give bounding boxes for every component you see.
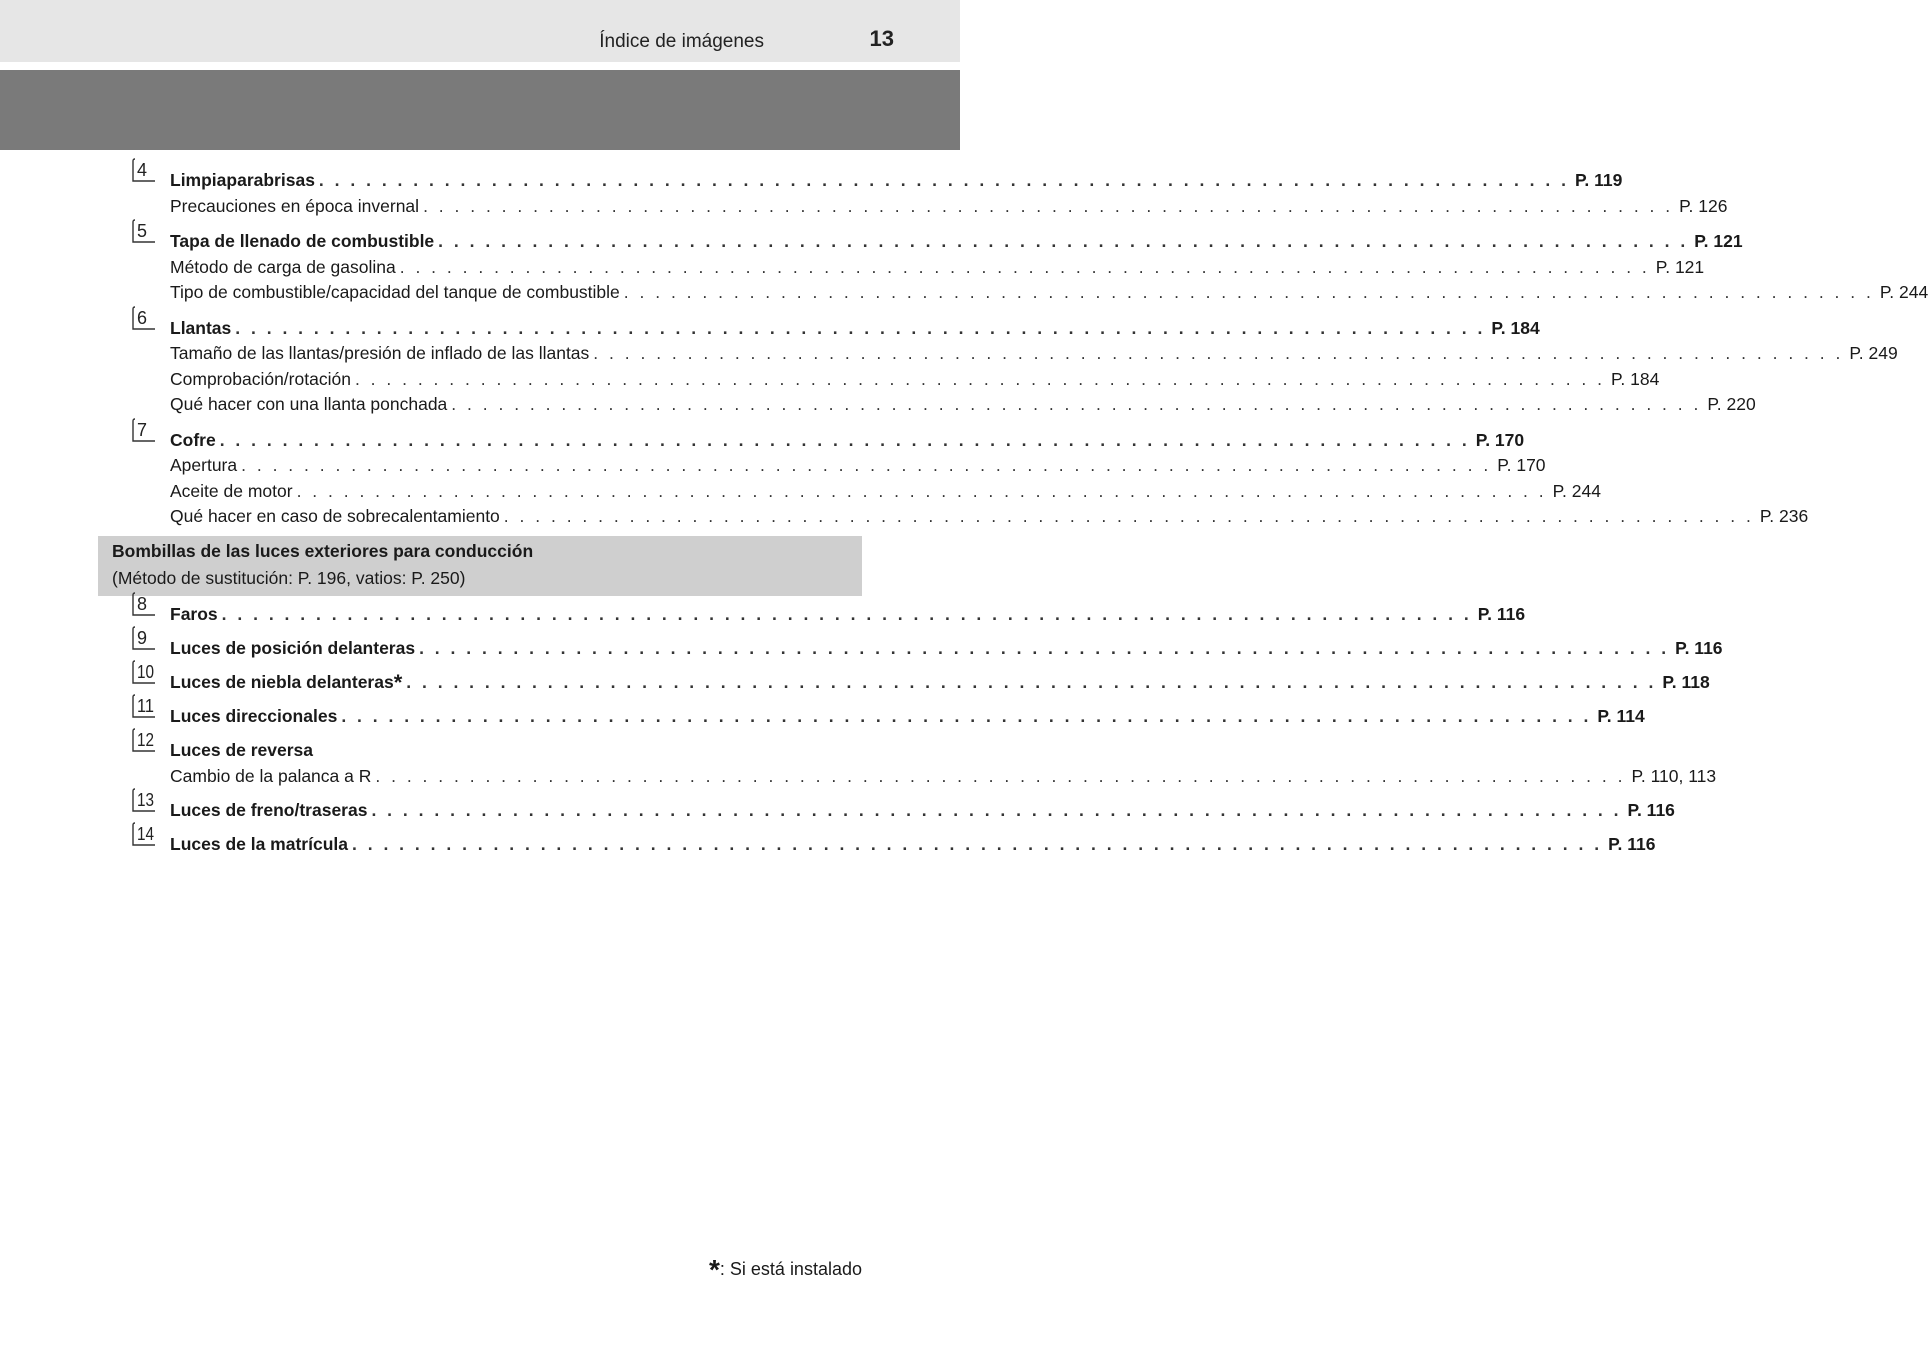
- index-subentry: [170, 282, 1928, 307]
- callout-number-6: [132, 306, 156, 330]
- svg-text:13: 13: [137, 789, 154, 810]
- dot-leader: . . . . . . . . . . . . . . . . . . . . . . . . . . . . . . . . . . . . . . . . . . . . . . . . . . . . . . . . . . . . . . . . . . . . . . . . . . . . . . . .: [219, 429, 1470, 450]
- entry-label: Faros: [170, 604, 218, 624]
- dot-leader: . . . . . . . . . . . . . . . . . . . . . . . . . . . . . . . . . . . . . . . . . . . . . . . . . . . . . . . . . . . . . . . . . . . . . . . . . . . . . . . .: [438, 231, 1689, 251]
- entry-label: Método de carga de gasolina: [170, 256, 396, 277]
- dot-leader: . . . . . . . . . . . . . . . . . . . . . . . . . . . . . . . . . . . . . . . . . . . . . . . . . . . . . . . . . . . . . . . . . . . . . . . . . . . . . . . .: [221, 604, 1472, 624]
- entry-label: Qué hacer con una llanta ponchada: [170, 394, 448, 414]
- index-heading: [170, 638, 1723, 663]
- page-reference: P. 249: [1849, 343, 1898, 363]
- index-heading: [170, 740, 824, 765]
- index-heading: [170, 799, 1675, 825]
- entry-label: Precauciones en época invernal: [170, 195, 420, 216]
- index-heading: [170, 833, 1656, 859]
- page-reference: P. 170: [1475, 429, 1525, 450]
- svg-text:4: 4: [137, 160, 147, 180]
- dot-leader: . . . . . . . . . . . . . . . . . . . . . . . . . . . . . . . . . . . . . . . . . . . . . . . . . . . . . . . . . . . . . . . . . . . . . . . . . . . . . . . .: [593, 343, 1844, 363]
- dot-leader: . . . . . . . . . . . . . . . . . . . . . . . . . . . . . . . . . . . . . . . . . . . . . . . . . . . . . . . . . . . . . . . . . . . . . . . . . . . . . . . .: [354, 368, 1606, 389]
- dot-leader: . . . . . . . . . . . . . . . . . . . . . . . . . . . . . . . . . . . . . . . . . . . . . . . . . . . . . . . . . . . . . . . . . . . . . . . . . . . . . . . .: [375, 765, 1626, 786]
- page-reference: P. 184: [1611, 368, 1660, 389]
- dot-leader: . . . . . . . . . . . . . . . . . . . . . . . . . . . . . . . . . . . . . . . . . . . . . . . . . . . . . . . . . . . . . . . . . . . . . . . . . . . . . . . .: [241, 455, 1492, 475]
- index-subentry: [170, 368, 1660, 394]
- entry-label: Qué hacer en caso de sobrecalentamiento: [170, 506, 500, 526]
- dot-leader: . . . . . . . . . . . . . . . . . . . . . . . . . . . . . . . . . . . . . . . . . . . . . . . . . . . . . . . . . . . . . . . . . . . . . . . . . . . . . . . .: [341, 706, 1592, 726]
- page-reference: P. 121: [1655, 256, 1705, 277]
- entry-label: Luces direccionales: [170, 706, 338, 726]
- entry-label: Tipo de combustible/capacidad del tanque de combustible: [170, 282, 620, 302]
- dot-leader: . . . . . . . . . . . . . . . . . . . . . . . . . . . . . . . . . . . . . . . . . . . . . . . . . . . . . . . . . . . . . . . . . . . . . . . . . . . . . . . .: [503, 506, 1754, 526]
- index-heading: [170, 706, 1645, 731]
- page-header: [0, 0, 960, 62]
- page-reference: P. 220: [1707, 394, 1756, 414]
- page-reference: P. 116: [1477, 604, 1526, 624]
- entry-label: Llantas: [170, 317, 232, 338]
- bulbs-section-title: Bombillas de las luces exteriores para conducción: [112, 541, 534, 561]
- entry-label: Luces de freno/traseras: [170, 799, 368, 820]
- callout-number-10: [132, 660, 156, 684]
- page-title: Índice de imágenes: [599, 31, 764, 52]
- callout-number-11: [132, 694, 156, 718]
- page-reference: P. 126: [1679, 195, 1728, 216]
- index-subentry: [170, 455, 1546, 480]
- index-heading: [170, 604, 1526, 629]
- page-reference: P. 110, 113: [1631, 765, 1717, 786]
- page-reference: P. 236: [1759, 506, 1809, 526]
- page-reference: P. 114: [1597, 706, 1645, 726]
- callout-number-14: [132, 822, 156, 846]
- page-reference: P. 116: [1675, 638, 1723, 658]
- index-heading: Luces de niebla delanteras * . . . . . . . . . . . . . . . . . . . . . . . . . . . . . . . . . . . . . . . . . . . . . . . . . . . . . . . . . . . . . . . . . . . . . . . . . . . . . . . . P. 118: [170, 670, 1710, 695]
- callout-number-4: [132, 158, 156, 182]
- index-heading: [170, 317, 1540, 343]
- page-reference: P. 118: [1662, 672, 1710, 692]
- svg-text:14: 14: [137, 823, 154, 844]
- page-reference: P. 116: [1627, 799, 1675, 820]
- footnote-text: : Si está instalado: [719, 1259, 862, 1279]
- page-reference: P. 170: [1497, 455, 1546, 475]
- svg-text:10: 10: [137, 662, 154, 682]
- index-subentry: [170, 765, 1717, 791]
- dot-leader: . . . . . . . . . . . . . . . . . . . . . . . . . . . . . . . . . . . . . . . . . . . . . . . . . . . . . . . . . . . . . . . . . . . . . . . . . . . . . . . .: [318, 170, 1569, 190]
- footnote-star: *: [709, 1254, 720, 1285]
- entry-label: Luces de reversa: [170, 740, 314, 760]
- page-reference: P. 119: [1575, 170, 1623, 190]
- index-heading: [170, 231, 1743, 256]
- entry-label: Luces de la matrícula: [170, 833, 348, 854]
- dot-leader: . . . . . . . . . . . . . . . . . . . . . . . . . . . . . . . . . . . . . . . . . . . . . . . . . . . . . . . . . . . . . . . . . . . . . . . . . . . . . . . .: [235, 317, 1486, 338]
- callout-number-7: [132, 418, 156, 442]
- dot-leader: . . . . . . . . . . . . . . . . . . . . . . . . . . . . . . . . . . . . . . . . . . . . . . . . . . . . . . . . . . . . . . . . . . . . . . . . . . . . . . . .: [399, 256, 1650, 277]
- page-reference: P. 244: [1879, 282, 1928, 302]
- entry-label: Limpiaparabrisas: [170, 170, 315, 190]
- page-reference: P. 116: [1608, 833, 1656, 854]
- page-reference: P. 184: [1491, 317, 1540, 338]
- bulbs-section-subtitle: (Método de sustitución: P. 196, vatios: P. 250): [112, 568, 466, 588]
- callout-number-13: [132, 788, 156, 812]
- index-subentry: [170, 480, 1601, 506]
- page-number: 13: [869, 26, 894, 51]
- index-heading: [170, 170, 1623, 195]
- entry-label: Cofre: [170, 429, 216, 450]
- entry-label: Apertura: [170, 455, 238, 475]
- footnote: [709, 1250, 862, 1285]
- dot-leader: . . . . . . . . . . . . . . . . . . . . . . . . . . . . . . . . . . . . . . . . . . . . . . . . . . . . . . . . . . . . . . . . . . . . . . . . . . . . . . . .: [406, 672, 1657, 692]
- svg-text:7: 7: [137, 419, 147, 440]
- page-reference: P. 244: [1552, 480, 1601, 501]
- svg-text:6: 6: [137, 307, 147, 328]
- index-subentry: [170, 394, 1756, 419]
- index-subentry: [170, 256, 1705, 282]
- dot-leader: . . . . . . . . . . . . . . . . . . . . . . . . . . . . . . . . . . . . . . . . . . . . . . . . . . . . . . . . . . . . . . . . . . . . . . . . . . . . . . . .: [423, 195, 1674, 216]
- dot-leader: . . . . . . . . . . . . . . . . . . . . . . . . . . . . . . . . . . . . . . . . . . . . . . . . . . . . . . . . . . . . . . . . . . . . . . . . . . . . . . . .: [352, 833, 1603, 854]
- svg-text:5: 5: [137, 221, 147, 241]
- entry-label: Tamaño de las llantas/presión de inflado de las llantas: [170, 343, 590, 363]
- dot-leader: . . . . . . . . . . . . . . . . . . . . . . . . . . . . . . . . . . . . . . . . . . . . . . . . . . . . . . . . . . . . . . . . . . . . . . . . . . . . . . . .: [623, 282, 1874, 302]
- dot-leader: . . . . . . . . . . . . . . . . . . . . . . . . . . . . . . . . . . . . . . . . . . . . . . . . . . . . . . . . . . . . . . . . . . . . . . . . . . . . . . . .: [371, 799, 1622, 820]
- entry-label: Luces de posición delanteras: [170, 638, 416, 658]
- index-subentry: [170, 343, 1898, 368]
- index-subentry: [170, 506, 1809, 531]
- header-band: [0, 70, 960, 150]
- callout-number-5: [132, 219, 156, 243]
- callout-number-12: [132, 728, 156, 752]
- svg-text:11: 11: [137, 696, 154, 716]
- entry-label: Luces de niebla delanteras: [170, 672, 394, 692]
- page-reference: P. 121: [1694, 231, 1743, 251]
- entry-label: Cambio de la palanca a R: [170, 765, 372, 786]
- svg-text:12: 12: [137, 730, 154, 750]
- dot-leader: . . . . . . . . . . . . . . . . . . . . . . . . . . . . . . . . . . . . . . . . . . . . . . . . . . . . . . . . . . . . . . . . . . . . . . . . . . . . . . . .: [451, 394, 1702, 414]
- entry-label: Aceite de motor: [170, 480, 293, 501]
- callout-number-9: [132, 626, 156, 650]
- callout-number-8: [132, 592, 156, 616]
- entry-label: Comprobación/rotación: [170, 368, 351, 389]
- svg-text:9: 9: [137, 628, 147, 648]
- dot-leader: . . . . . . . . . . . . . . . . . . . . . . . . . . . . . . . . . . . . . . . . . . . . . . . . . . . . . . . . . . . . . . . . . . . . . . . . . . . . . . . .: [419, 638, 1670, 658]
- bulbs-section-header: [98, 536, 862, 596]
- entry-label: Tapa de llenado de combustible: [170, 231, 435, 251]
- dot-leader: . . . . . . . . . . . . . . . . . . . . . . . . . . . . . . . . . . . . . . . . . . . . . . . . . . . . . . . . . . . . . . . . . . . . . . . . . . . . . . . .: [296, 480, 1547, 501]
- index-subentry: [170, 195, 1728, 221]
- svg-text:8: 8: [137, 594, 147, 614]
- index-heading: [170, 429, 1525, 455]
